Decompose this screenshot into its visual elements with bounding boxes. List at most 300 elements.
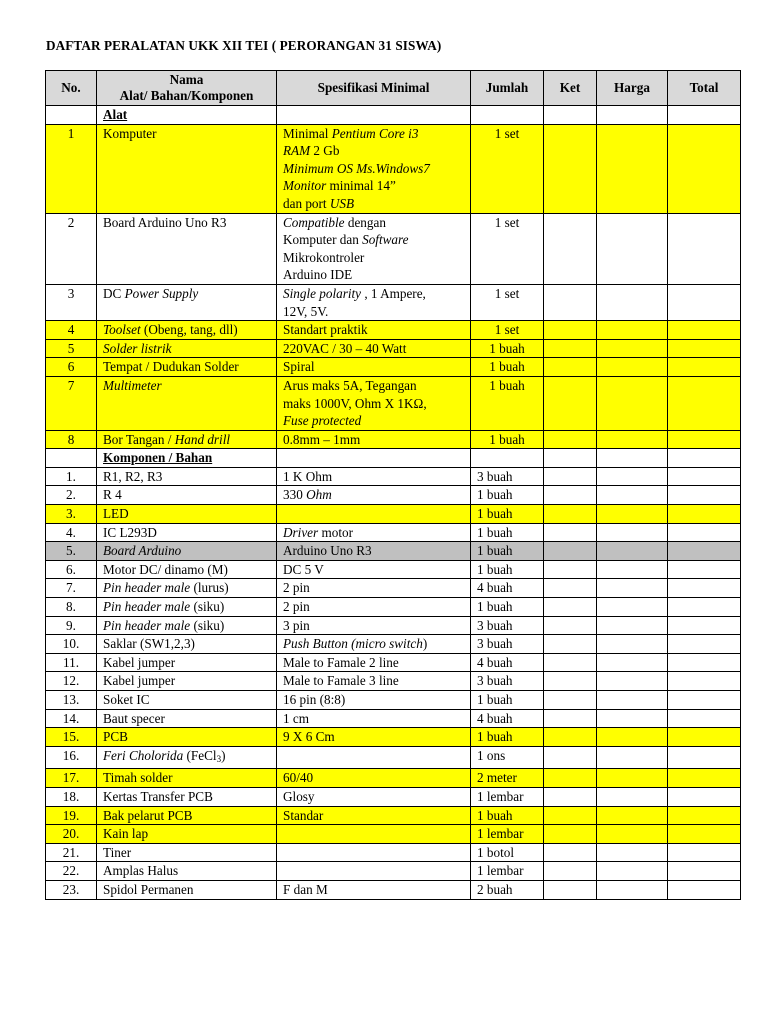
komponen-total-cell bbox=[668, 467, 741, 486]
item-quantity: 1 buah bbox=[471, 542, 544, 561]
text-run: Tempat / Dudukan Solder bbox=[103, 359, 239, 375]
komponen-harga-cell bbox=[597, 862, 668, 881]
table-row-komponen bbox=[46, 709, 741, 728]
text-run: Pin header male bbox=[103, 599, 191, 615]
section-no-cell bbox=[46, 106, 97, 125]
table-row-komponen bbox=[46, 653, 741, 672]
text-run: Bak pelarut PCB bbox=[103, 807, 193, 823]
text-run: Tiner bbox=[103, 844, 132, 860]
text-run: 60/40 bbox=[283, 770, 314, 786]
header-nama-line2: Alat/ Bahan/Komponen bbox=[119, 88, 254, 103]
item-spec bbox=[277, 769, 471, 788]
text-run: Software bbox=[362, 232, 409, 248]
item-quantity: 3 buah bbox=[471, 616, 544, 635]
text-run-subscript: 3 bbox=[216, 753, 222, 764]
row-number: 8. bbox=[46, 598, 97, 617]
komponen-ket-cell bbox=[544, 862, 597, 881]
text-run: Kabel jumper bbox=[103, 654, 176, 670]
item-name bbox=[97, 672, 277, 691]
item-quantity: 3 buah bbox=[471, 672, 544, 691]
item-spec bbox=[277, 709, 471, 728]
item-name bbox=[97, 635, 277, 654]
row-number: 2 bbox=[46, 213, 97, 284]
text-run: 16 pin (8:8) bbox=[283, 692, 346, 707]
text-run: R 4 bbox=[103, 487, 122, 503]
alat-ket-cell bbox=[544, 430, 597, 449]
table-row-komponen bbox=[46, 691, 741, 710]
spec-line bbox=[283, 195, 464, 213]
item-name bbox=[97, 213, 277, 284]
item-spec bbox=[277, 787, 471, 806]
text-run: Spidol Permanen bbox=[103, 881, 194, 897]
equipment-table bbox=[45, 70, 741, 900]
text-run: Saklar (SW1,2,3) bbox=[103, 636, 195, 652]
item-name bbox=[97, 430, 277, 449]
row-number: 5. bbox=[46, 542, 97, 561]
komponen-total-cell bbox=[668, 560, 741, 579]
text-run: Komputer dan bbox=[283, 232, 363, 248]
row-number: 4 bbox=[46, 321, 97, 340]
item-name bbox=[97, 598, 277, 617]
item-spec bbox=[277, 486, 471, 505]
spec-line bbox=[283, 231, 464, 249]
item-spec bbox=[277, 653, 471, 672]
table-body bbox=[46, 106, 741, 900]
spec-line bbox=[283, 395, 464, 413]
item-spec bbox=[277, 806, 471, 825]
komponen-harga-cell bbox=[597, 505, 668, 524]
row-number: 17. bbox=[46, 769, 97, 788]
text-run: IC L293D bbox=[103, 524, 157, 540]
table-row-komponen bbox=[46, 523, 741, 542]
komponen-ket-cell bbox=[544, 880, 597, 899]
text-run: 2 pin bbox=[283, 599, 310, 615]
alat-total-cell bbox=[668, 124, 741, 213]
text-run: 2 pin bbox=[283, 580, 310, 596]
alat-ket-cell bbox=[544, 124, 597, 213]
header-harga: Harga bbox=[597, 71, 668, 106]
row-number: 19. bbox=[46, 806, 97, 825]
text-run: Komputer bbox=[103, 125, 157, 141]
komponen-total-cell bbox=[668, 787, 741, 806]
item-quantity: 1 lembar bbox=[471, 787, 544, 806]
table-row-komponen bbox=[46, 486, 741, 505]
row-number: 7. bbox=[46, 579, 97, 598]
item-quantity: 1 buah bbox=[471, 505, 544, 524]
komponen-harga-cell bbox=[597, 560, 668, 579]
komponen-total-cell bbox=[668, 486, 741, 505]
spec-line bbox=[283, 266, 464, 284]
alat-total-cell bbox=[668, 213, 741, 284]
komponen-harga-cell bbox=[597, 598, 668, 617]
item-spec bbox=[277, 672, 471, 691]
text-run: Driver bbox=[283, 524, 319, 540]
komponen-harga-cell bbox=[597, 806, 668, 825]
item-spec bbox=[277, 862, 471, 881]
item-quantity: 2 buah bbox=[471, 880, 544, 899]
alat-harga-cell bbox=[597, 339, 668, 358]
section-row-komponen bbox=[46, 449, 741, 468]
table-row-komponen bbox=[46, 505, 741, 524]
komponen-total-cell bbox=[668, 635, 741, 654]
item-spec bbox=[277, 635, 471, 654]
item-spec bbox=[277, 467, 471, 486]
alat-harga-cell bbox=[597, 358, 668, 377]
text-run: Compatible bbox=[283, 214, 345, 230]
item-name bbox=[97, 376, 277, 430]
text-run: 330 bbox=[283, 487, 307, 503]
text-run: Pin header male bbox=[103, 617, 191, 633]
item-spec bbox=[277, 124, 471, 213]
item-quantity: 1 lembar bbox=[471, 825, 544, 844]
item-spec bbox=[277, 542, 471, 561]
row-number: 11. bbox=[46, 653, 97, 672]
item-quantity: 1 buah bbox=[471, 598, 544, 617]
text-run: Ohm bbox=[306, 487, 332, 503]
table-row-alat bbox=[46, 284, 741, 320]
row-number: 6. bbox=[46, 560, 97, 579]
item-quantity: 1 buah bbox=[471, 523, 544, 542]
item-name bbox=[97, 467, 277, 486]
item-quantity: 1 buah bbox=[471, 728, 544, 747]
row-number: 13. bbox=[46, 691, 97, 710]
row-number: 10. bbox=[46, 635, 97, 654]
komponen-ket-cell bbox=[544, 728, 597, 747]
table-row-alat bbox=[46, 358, 741, 377]
komponen-total-cell bbox=[668, 728, 741, 747]
spec-line bbox=[283, 214, 464, 232]
item-name bbox=[97, 825, 277, 844]
text-run: 1 K Ohm bbox=[283, 468, 333, 484]
item-spec bbox=[277, 843, 471, 862]
komponen-ket-cell bbox=[544, 672, 597, 691]
row-number: 1. bbox=[46, 467, 97, 486]
item-quantity: 2 meter bbox=[471, 769, 544, 788]
komponen-harga-cell bbox=[597, 486, 668, 505]
komponen-ket-cell bbox=[544, 843, 597, 862]
item-spec bbox=[277, 321, 471, 340]
komponen-ket-cell bbox=[544, 505, 597, 524]
item-spec bbox=[277, 339, 471, 358]
text-run: LED bbox=[103, 506, 129, 522]
item-name bbox=[97, 880, 277, 899]
section-empty-cell bbox=[277, 106, 471, 125]
text-run: Spiral bbox=[283, 359, 315, 375]
komponen-total-cell bbox=[668, 672, 741, 691]
text-run: Single polarity bbox=[283, 285, 362, 301]
item-quantity: 1 buah bbox=[471, 691, 544, 710]
item-name bbox=[97, 505, 277, 524]
alat-harga-cell bbox=[597, 124, 668, 213]
table-row-komponen bbox=[46, 616, 741, 635]
komponen-harga-cell bbox=[597, 728, 668, 747]
spec-line bbox=[283, 358, 464, 376]
header-ket: Ket bbox=[544, 71, 597, 106]
spec-line bbox=[283, 125, 464, 143]
komponen-ket-cell bbox=[544, 787, 597, 806]
text-run: 9 X 6 Cm bbox=[283, 729, 335, 745]
komponen-harga-cell bbox=[597, 825, 668, 844]
komponen-harga-cell bbox=[597, 787, 668, 806]
text-run: Arduino Uno R3 bbox=[283, 543, 372, 559]
section-empty-cell bbox=[277, 449, 471, 468]
alat-ket-cell bbox=[544, 339, 597, 358]
komponen-harga-cell bbox=[597, 709, 668, 728]
text-run: dan port bbox=[283, 195, 330, 211]
komponen-total-cell bbox=[668, 825, 741, 844]
row-number: 16. bbox=[46, 746, 97, 769]
text-run: Board Arduino Uno R3 bbox=[103, 214, 227, 230]
text-run: Kertas Transfer PCB bbox=[103, 788, 213, 804]
item-name bbox=[97, 769, 277, 788]
item-quantity: 1 buah bbox=[471, 430, 544, 449]
table-row-komponen bbox=[46, 579, 741, 598]
section-empty-cell bbox=[597, 449, 668, 468]
komponen-total-cell bbox=[668, 880, 741, 899]
header-total: Total bbox=[668, 71, 741, 106]
text-run: Standart praktik bbox=[283, 322, 368, 338]
alat-harga-cell bbox=[597, 376, 668, 430]
item-quantity: 1 set bbox=[471, 284, 544, 320]
spec-line bbox=[283, 431, 464, 449]
row-number: 22. bbox=[46, 862, 97, 881]
text-run: (siku) bbox=[190, 599, 225, 615]
item-quantity: 1 ons bbox=[471, 746, 544, 769]
text-run: R1, R2, R3 bbox=[103, 468, 163, 484]
item-quantity: 1 botol bbox=[471, 843, 544, 862]
text-run: Standar bbox=[283, 807, 324, 823]
text-run: RAM bbox=[283, 143, 311, 159]
table-row-alat bbox=[46, 339, 741, 358]
text-run: (lurus) bbox=[190, 580, 229, 596]
table-row-komponen bbox=[46, 825, 741, 844]
document-title: DAFTAR PERALATAN UKK XII TEI ( PERORANGAN 31 SISWA) bbox=[46, 38, 442, 53]
row-number: 21. bbox=[46, 843, 97, 862]
text-run: (siku) bbox=[190, 617, 225, 633]
text-run: Mikrokontroler bbox=[283, 249, 365, 265]
text-run: Arus maks 5A, Tegangan bbox=[283, 377, 417, 393]
text-run: Kain lap bbox=[103, 826, 149, 842]
item-name bbox=[97, 728, 277, 747]
item-spec bbox=[277, 746, 471, 769]
komponen-harga-cell bbox=[597, 769, 668, 788]
item-quantity: 1 buah bbox=[471, 486, 544, 505]
row-number: 5 bbox=[46, 339, 97, 358]
section-empty-cell bbox=[471, 449, 544, 468]
text-run: Minimum OS Ms.Windows7 bbox=[283, 160, 430, 176]
header-spec: Spesifikasi Minimal bbox=[277, 71, 471, 106]
row-number: 3 bbox=[46, 284, 97, 320]
alat-ket-cell bbox=[544, 213, 597, 284]
komponen-harga-cell bbox=[597, 467, 668, 486]
table-row-komponen bbox=[46, 769, 741, 788]
komponen-ket-cell bbox=[544, 825, 597, 844]
alat-total-cell bbox=[668, 358, 741, 377]
alat-harga-cell bbox=[597, 321, 668, 340]
text-run: Kabel jumper bbox=[103, 673, 176, 689]
komponen-harga-cell bbox=[597, 616, 668, 635]
item-spec bbox=[277, 213, 471, 284]
komponen-harga-cell bbox=[597, 635, 668, 654]
komponen-total-cell bbox=[668, 769, 741, 788]
alat-ket-cell bbox=[544, 376, 597, 430]
item-quantity: 1 set bbox=[471, 213, 544, 284]
komponen-ket-cell bbox=[544, 523, 597, 542]
item-spec bbox=[277, 825, 471, 844]
section-empty-cell bbox=[668, 106, 741, 125]
text-run: Push Button (micro switch bbox=[283, 636, 423, 652]
item-name bbox=[97, 358, 277, 377]
table-row-komponen bbox=[46, 843, 741, 862]
spec-line bbox=[283, 285, 464, 303]
text-run: Solder listrik bbox=[103, 340, 172, 356]
item-quantity: 1 set bbox=[471, 321, 544, 340]
alat-ket-cell bbox=[544, 358, 597, 377]
alat-total-cell bbox=[668, 284, 741, 320]
table-row-komponen bbox=[46, 542, 741, 561]
alat-harga-cell bbox=[597, 213, 668, 284]
item-quantity: 1 buah bbox=[471, 376, 544, 430]
komponen-total-cell bbox=[668, 843, 741, 862]
komponen-harga-cell bbox=[597, 523, 668, 542]
item-name bbox=[97, 284, 277, 320]
text-run: Feri Cholorida bbox=[103, 747, 184, 763]
row-number: 4. bbox=[46, 523, 97, 542]
text-run: ) bbox=[422, 636, 428, 652]
spec-line bbox=[283, 377, 464, 395]
komponen-harga-cell bbox=[597, 653, 668, 672]
table-row-komponen bbox=[46, 746, 741, 769]
komponen-ket-cell bbox=[544, 653, 597, 672]
item-spec bbox=[277, 579, 471, 598]
komponen-ket-cell bbox=[544, 486, 597, 505]
item-name bbox=[97, 542, 277, 561]
item-spec bbox=[277, 430, 471, 449]
text-run: 2 Gb bbox=[310, 143, 340, 159]
text-run: F dan M bbox=[283, 881, 328, 897]
alat-total-cell bbox=[668, 339, 741, 358]
text-run: 12V, 5V. bbox=[283, 303, 329, 319]
item-quantity: 3 buah bbox=[471, 635, 544, 654]
text-run: Pentium Core i3 bbox=[331, 125, 419, 141]
item-name bbox=[97, 843, 277, 862]
table-row-komponen bbox=[46, 672, 741, 691]
alat-total-cell bbox=[668, 430, 741, 449]
text-run: PCB bbox=[103, 729, 128, 745]
row-number: 8 bbox=[46, 430, 97, 449]
text-run: maks 1000V, Ohm X 1KΩ, bbox=[283, 395, 427, 411]
section-title: Alat bbox=[97, 106, 277, 125]
item-name bbox=[97, 787, 277, 806]
item-spec bbox=[277, 358, 471, 377]
item-quantity: 1 buah bbox=[471, 339, 544, 358]
header-jumlah: Jumlah bbox=[471, 71, 544, 106]
text-run: minimal 14” bbox=[326, 178, 396, 194]
item-spec bbox=[277, 616, 471, 635]
row-number: 1 bbox=[46, 124, 97, 213]
komponen-total-cell bbox=[668, 709, 741, 728]
komponen-harga-cell bbox=[597, 691, 668, 710]
section-empty-cell bbox=[544, 106, 597, 125]
komponen-ket-cell bbox=[544, 709, 597, 728]
row-number: 12. bbox=[46, 672, 97, 691]
komponen-harga-cell bbox=[597, 542, 668, 561]
table-row-komponen bbox=[46, 728, 741, 747]
text-run: Power Supply bbox=[124, 285, 199, 301]
item-spec bbox=[277, 728, 471, 747]
text-run: Timah solder bbox=[103, 770, 173, 786]
item-spec bbox=[277, 284, 471, 320]
item-name bbox=[97, 560, 277, 579]
table-row-alat bbox=[46, 124, 741, 213]
section-empty-cell bbox=[597, 106, 668, 125]
komponen-total-cell bbox=[668, 542, 741, 561]
text-run: Baut specer bbox=[103, 710, 165, 726]
table-row-komponen bbox=[46, 467, 741, 486]
table-row-komponen bbox=[46, 880, 741, 899]
text-run: Arduino IDE bbox=[283, 267, 353, 283]
text-run: Male to Famale 2 line bbox=[283, 654, 399, 670]
row-number: 23. bbox=[46, 880, 97, 899]
section-no-cell bbox=[46, 449, 97, 468]
item-spec bbox=[277, 880, 471, 899]
item-name bbox=[97, 616, 277, 635]
komponen-total-cell bbox=[668, 653, 741, 672]
header-nama-line1: Nama bbox=[169, 72, 204, 87]
komponen-total-cell bbox=[668, 746, 741, 769]
item-name bbox=[97, 124, 277, 213]
header-nama bbox=[97, 71, 277, 106]
section-empty-cell bbox=[544, 449, 597, 468]
row-number: 9. bbox=[46, 616, 97, 635]
text-run: Board Arduino bbox=[103, 543, 182, 559]
item-spec bbox=[277, 598, 471, 617]
text-run: (FeCl bbox=[183, 747, 217, 763]
item-quantity: 4 buah bbox=[471, 709, 544, 728]
item-quantity: 1 set bbox=[471, 124, 544, 213]
table-header-row bbox=[46, 71, 741, 106]
item-name bbox=[97, 691, 277, 710]
item-quantity: 1 buah bbox=[471, 358, 544, 377]
komponen-ket-cell bbox=[544, 616, 597, 635]
text-run: Minimal bbox=[283, 125, 332, 141]
komponen-harga-cell bbox=[597, 880, 668, 899]
item-spec bbox=[277, 505, 471, 524]
table-row-komponen bbox=[46, 598, 741, 617]
table-row-komponen bbox=[46, 787, 741, 806]
alat-ket-cell bbox=[544, 321, 597, 340]
row-number: 15. bbox=[46, 728, 97, 747]
item-quantity: 1 buah bbox=[471, 806, 544, 825]
item-quantity: 1 buah bbox=[471, 560, 544, 579]
item-name bbox=[97, 486, 277, 505]
text-run: 3 pin bbox=[283, 617, 310, 633]
text-run: Bor Tangan / bbox=[103, 431, 175, 447]
komponen-ket-cell bbox=[544, 769, 597, 788]
item-quantity: 4 buah bbox=[471, 579, 544, 598]
spec-line bbox=[283, 340, 464, 358]
text-run: Motor DC/ dinamo (M) bbox=[103, 561, 228, 577]
table-row-komponen bbox=[46, 560, 741, 579]
text-run: Hand drill bbox=[174, 431, 231, 447]
text-run: ) bbox=[221, 747, 226, 763]
text-run: , 1 Ampere, bbox=[361, 285, 426, 301]
text-run: motor bbox=[318, 524, 353, 540]
row-number: 20. bbox=[46, 825, 97, 844]
text-run: 1 cm bbox=[283, 710, 310, 726]
row-number: 18. bbox=[46, 787, 97, 806]
komponen-total-cell bbox=[668, 806, 741, 825]
